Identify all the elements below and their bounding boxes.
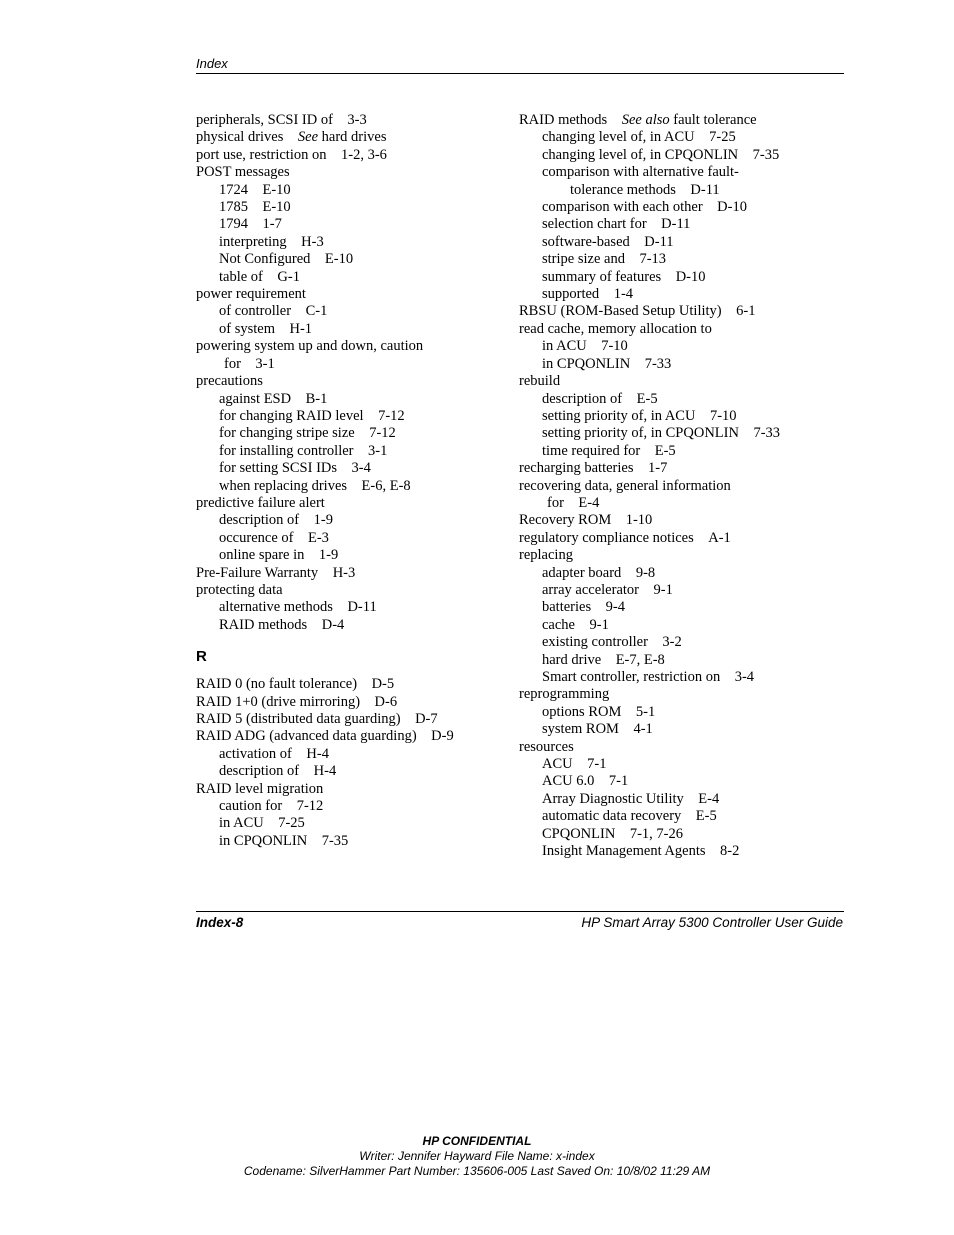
index-term: powering system up and down, caution bbox=[196, 338, 424, 355]
index-column-left bbox=[196, 112, 496, 850]
index-entry bbox=[519, 547, 844, 564]
index-term: recharging batteries bbox=[519, 460, 634, 477]
index-term: protecting data bbox=[196, 581, 283, 598]
index-term: RAID methods bbox=[219, 616, 308, 633]
index-term: Recovery ROM bbox=[519, 512, 612, 529]
index-term: setting priority of, in CPQONLIN bbox=[542, 425, 739, 442]
index-term: options ROM bbox=[542, 703, 622, 720]
page-reference: 7-35 bbox=[752, 146, 780, 163]
index-term: for changing RAID level bbox=[219, 407, 364, 424]
index-entry bbox=[519, 669, 844, 686]
index-term: cache bbox=[542, 616, 575, 633]
index-entry bbox=[196, 495, 496, 512]
index-entry bbox=[519, 356, 844, 373]
index-entry bbox=[519, 652, 844, 669]
index-entry bbox=[196, 815, 496, 832]
page-reference: D-11 bbox=[661, 216, 691, 233]
page-reference: D-10 bbox=[717, 199, 747, 216]
page-reference: 1-10 bbox=[625, 512, 653, 529]
page-reference: G-1 bbox=[277, 268, 300, 285]
index-entry bbox=[519, 321, 844, 338]
index-term: existing controller bbox=[542, 634, 648, 651]
index-term: RAID methods bbox=[519, 112, 608, 128]
index-term: setting priority of, in ACU bbox=[542, 407, 696, 424]
index-entry bbox=[519, 129, 844, 146]
index-term: adapter board bbox=[542, 564, 622, 581]
index-term: description of bbox=[542, 390, 623, 407]
index-term: predictive failure alert bbox=[196, 494, 325, 511]
page-reference: 3-4 bbox=[351, 460, 371, 477]
index-term: physical drives bbox=[196, 129, 284, 146]
index-entry bbox=[519, 582, 844, 599]
page-reference: 9-1 bbox=[589, 616, 609, 633]
index-term: ACU 6.0 bbox=[542, 773, 595, 790]
index-term: caution for bbox=[219, 798, 283, 815]
index-entry bbox=[519, 791, 844, 808]
index-entry bbox=[196, 129, 496, 146]
page-reference: D-9 bbox=[431, 728, 454, 745]
index-entry bbox=[519, 686, 844, 703]
header-rule bbox=[196, 73, 844, 74]
index-entry bbox=[519, 460, 844, 477]
running-header: Index bbox=[196, 56, 228, 71]
index-term: replacing bbox=[519, 547, 573, 564]
index-entry bbox=[196, 746, 496, 763]
index-term: ACU bbox=[542, 756, 573, 773]
index-term: in ACU bbox=[542, 338, 587, 355]
index-entry bbox=[196, 408, 496, 425]
index-term: comparison with each other bbox=[542, 199, 703, 216]
page-reference: 3-4 bbox=[734, 669, 755, 685]
see-reference: See bbox=[297, 129, 319, 146]
index-entry bbox=[196, 303, 496, 320]
index-term: comparison with alternative fault- bbox=[542, 164, 739, 181]
page-reference: E-10 bbox=[262, 181, 291, 198]
page-reference: 3-1 bbox=[368, 442, 388, 459]
index-entry bbox=[519, 164, 844, 181]
page-reference: 9-1 bbox=[653, 581, 673, 598]
index-term: RAID 5 (distributed data guarding) bbox=[196, 711, 401, 727]
index-entry bbox=[196, 112, 496, 129]
index-entry bbox=[519, 303, 844, 320]
page-reference: E-4 bbox=[578, 494, 600, 511]
index-entry bbox=[519, 512, 844, 529]
index-term: batteries bbox=[542, 599, 592, 616]
index-term: when replacing drives bbox=[219, 477, 348, 494]
index-entry bbox=[519, 234, 844, 251]
index-term: in ACU bbox=[219, 815, 264, 832]
index-entry bbox=[196, 478, 496, 495]
index-term: RAID ADG (advanced data guarding) bbox=[196, 728, 417, 745]
page-reference: D-11 bbox=[644, 233, 674, 250]
index-entry bbox=[519, 391, 844, 408]
index-entry bbox=[519, 425, 844, 442]
index-term: array accelerator bbox=[542, 581, 639, 598]
index-entry bbox=[196, 234, 496, 251]
index-term: for changing stripe size bbox=[219, 425, 355, 442]
index-term: precautions bbox=[196, 373, 263, 390]
index-entry bbox=[519, 286, 844, 303]
index-entry bbox=[519, 199, 844, 216]
index-entry bbox=[196, 530, 496, 547]
index-term: description of bbox=[219, 763, 300, 780]
index-term: tolerance methods bbox=[570, 181, 676, 198]
index-term: table of bbox=[219, 268, 263, 285]
page-reference: D-4 bbox=[321, 616, 345, 633]
index-term: recovering data, general information bbox=[519, 477, 731, 494]
index-term: online spare in bbox=[219, 547, 305, 564]
page-reference: A-1 bbox=[708, 529, 731, 546]
index-entry bbox=[519, 112, 844, 129]
guide-title: HP Smart Array 5300 Controller User Guide bbox=[581, 915, 843, 930]
index-entries-r-cont bbox=[519, 112, 844, 860]
page-reference: 7-13 bbox=[639, 251, 667, 268]
index-entry bbox=[519, 773, 844, 790]
index-term: for installing controller bbox=[219, 442, 354, 459]
index-term: against ESD bbox=[219, 390, 292, 407]
index-entry bbox=[519, 721, 844, 738]
index-entry bbox=[196, 269, 496, 286]
index-term: of controller bbox=[219, 303, 292, 320]
index-entries-r-start bbox=[196, 676, 496, 850]
index-term: Pre-Failure Warranty bbox=[196, 564, 319, 581]
index-entry bbox=[519, 634, 844, 651]
index-entry bbox=[519, 565, 844, 582]
page-reference: 1-2, 3-6 bbox=[340, 146, 387, 163]
index-entry bbox=[196, 798, 496, 815]
page-reference: D-10 bbox=[675, 268, 706, 285]
page-reference: H-4 bbox=[306, 745, 329, 762]
see-reference: See also bbox=[621, 112, 670, 128]
page-reference: 1-9 bbox=[313, 512, 333, 529]
index-entry bbox=[519, 599, 844, 616]
page-reference: 7-12 bbox=[296, 798, 324, 815]
index-term: Smart controller, restriction on bbox=[542, 669, 721, 685]
page-reference: 7-10 bbox=[601, 338, 628, 355]
page-reference: E-4 bbox=[698, 790, 720, 807]
page-reference: H-1 bbox=[289, 320, 313, 337]
page-reference: hard drives bbox=[321, 129, 387, 146]
index-term: for bbox=[547, 494, 564, 511]
index-entry bbox=[196, 391, 496, 408]
page-reference: 9-8 bbox=[635, 564, 656, 581]
index-entry bbox=[196, 711, 496, 728]
page-reference: 7-10 bbox=[709, 407, 737, 424]
confidential-notice bbox=[0, 1134, 954, 1179]
index-term: description of bbox=[219, 512, 300, 529]
index-term: software-based bbox=[542, 233, 630, 250]
letter-heading-r: R bbox=[196, 648, 207, 666]
index-term: rebuild bbox=[519, 373, 561, 390]
writer-info: Writer: Jennifer Hayward File Name: x-index bbox=[359, 1149, 595, 1163]
page-reference: C-1 bbox=[305, 303, 328, 320]
index-term: stripe size and bbox=[542, 251, 625, 268]
page-reference: E-7, E-8 bbox=[615, 651, 665, 668]
index-entry bbox=[519, 843, 844, 860]
index-entry bbox=[519, 443, 844, 460]
page-reference: 3-2 bbox=[662, 634, 682, 651]
index-entry bbox=[196, 547, 496, 564]
page-reference: 1-4 bbox=[613, 286, 634, 303]
index-entry bbox=[519, 756, 844, 773]
index-entry bbox=[196, 763, 496, 780]
index-entry bbox=[519, 739, 844, 756]
page-reference: H-3 bbox=[301, 233, 324, 250]
index-entry bbox=[519, 182, 844, 199]
index-term: 1794 bbox=[219, 216, 248, 233]
index-column-right bbox=[519, 112, 844, 860]
index-entry bbox=[519, 704, 844, 721]
index-term: reprogramming bbox=[519, 686, 610, 703]
page-reference: 3-3 bbox=[347, 112, 367, 128]
page-reference: 9-4 bbox=[605, 599, 625, 616]
page-reference: 3-1 bbox=[255, 355, 275, 372]
index-entry bbox=[196, 460, 496, 477]
index-entry bbox=[519, 495, 844, 512]
index-entry bbox=[519, 530, 844, 547]
index-entry bbox=[196, 425, 496, 442]
index-term: system ROM bbox=[542, 721, 619, 738]
page-reference: B-1 bbox=[305, 390, 328, 407]
page-reference: D-5 bbox=[371, 676, 395, 693]
index-term: in CPQONLIN bbox=[542, 355, 631, 372]
index-entry bbox=[519, 338, 844, 355]
index-term: activation of bbox=[219, 745, 292, 762]
index-entry bbox=[519, 617, 844, 634]
page-reference: E-6, E-8 bbox=[361, 477, 411, 494]
index-term: in CPQONLIN bbox=[219, 832, 308, 849]
page-reference: 4-1 bbox=[633, 721, 653, 738]
page-reference: 8-2 bbox=[720, 843, 740, 860]
index-term: power requirement bbox=[196, 286, 306, 303]
index-term: 1785 bbox=[219, 199, 248, 216]
page-reference: D-11 bbox=[690, 181, 720, 198]
index-entry bbox=[196, 356, 496, 373]
page-reference: 7-1, 7-26 bbox=[629, 825, 683, 842]
index-entry bbox=[196, 565, 496, 582]
footer-rule bbox=[196, 911, 844, 912]
page-reference: 7-1 bbox=[587, 756, 607, 773]
index-entry bbox=[519, 269, 844, 286]
index-entry bbox=[519, 147, 844, 164]
index-entry bbox=[196, 373, 496, 390]
index-entry bbox=[196, 164, 496, 181]
page-reference: 7-1 bbox=[608, 773, 629, 790]
page-reference: E-3 bbox=[307, 529, 329, 546]
index-term: RAID 0 (no fault tolerance) bbox=[196, 676, 358, 693]
index-term: Insight Management Agents bbox=[542, 843, 706, 860]
page-reference: E-10 bbox=[262, 199, 291, 216]
index-term: for bbox=[224, 355, 241, 372]
index-entry bbox=[196, 599, 496, 616]
index-entry bbox=[196, 147, 496, 164]
page-reference: 7-25 bbox=[709, 129, 736, 146]
index-entry bbox=[196, 286, 496, 303]
index-term: supported bbox=[542, 286, 600, 303]
index-entry bbox=[196, 216, 496, 233]
index-term: selection chart for bbox=[542, 216, 647, 233]
index-entry bbox=[196, 443, 496, 460]
index-entry bbox=[196, 321, 496, 338]
index-term: POST messages bbox=[196, 164, 290, 181]
page-reference: E-10 bbox=[324, 251, 354, 268]
page-reference: 7-33 bbox=[644, 355, 672, 372]
index-term: 1724 bbox=[219, 181, 248, 198]
index-entry bbox=[519, 478, 844, 495]
index-term: peripherals, SCSI ID of bbox=[196, 112, 333, 128]
index-term: summary of features bbox=[542, 268, 662, 285]
index-entry bbox=[519, 216, 844, 233]
index-entry bbox=[196, 199, 496, 216]
page-reference: D-7 bbox=[415, 711, 438, 727]
page-reference: D-11 bbox=[347, 599, 377, 616]
index-entry bbox=[196, 338, 496, 355]
index-term: hard drive bbox=[542, 651, 602, 668]
index-term: RBSU (ROM-Based Setup Utility) bbox=[519, 303, 722, 320]
page-reference: H-3 bbox=[332, 564, 356, 581]
index-term: resources bbox=[519, 738, 574, 755]
index-entry bbox=[196, 781, 496, 798]
index-entry bbox=[196, 182, 496, 199]
index-entry bbox=[196, 251, 496, 268]
index-entries-p bbox=[196, 112, 496, 634]
index-entry bbox=[196, 833, 496, 850]
index-term: port use, restriction on bbox=[196, 146, 327, 163]
page-reference: 7-12 bbox=[378, 407, 405, 424]
part-info: Codename: SilverHammer Part Number: 135606-005 Last Saved On: 10/8/02 11:29 AM bbox=[243, 1164, 711, 1178]
index-term: Array Diagnostic Utility bbox=[542, 790, 684, 807]
index-entry bbox=[196, 694, 496, 711]
page-reference: 7-33 bbox=[753, 425, 781, 442]
index-entry bbox=[519, 808, 844, 825]
index-entry bbox=[519, 408, 844, 425]
index-term: RAID 1+0 (drive mirroring) bbox=[196, 693, 361, 710]
page-reference: 6-1 bbox=[736, 303, 756, 320]
page-reference: 7-25 bbox=[278, 815, 305, 832]
index-entry bbox=[196, 582, 496, 599]
index-term: Not Configured bbox=[219, 251, 311, 268]
page-reference: 5-1 bbox=[635, 703, 656, 720]
index-entry bbox=[519, 826, 844, 843]
index-term: interpreting bbox=[219, 233, 287, 250]
page-reference: E-5 bbox=[695, 808, 717, 825]
index-entry bbox=[196, 728, 496, 745]
index-term: time required for bbox=[542, 442, 641, 459]
page-reference: H-4 bbox=[313, 763, 337, 780]
index-term: changing level of, in CPQONLIN bbox=[542, 146, 739, 163]
index-term: regulatory compliance notices bbox=[519, 529, 694, 546]
page-reference: 1-7 bbox=[647, 460, 668, 477]
page-reference: E-5 bbox=[654, 442, 676, 459]
index-term: of system bbox=[219, 320, 275, 337]
index-term: CPQONLIN bbox=[542, 825, 616, 842]
index-term: RAID level migration bbox=[196, 780, 324, 797]
page-reference: D-6 bbox=[374, 693, 398, 710]
index-entry bbox=[519, 251, 844, 268]
index-entry bbox=[196, 512, 496, 529]
page-reference: 7-35 bbox=[321, 832, 349, 849]
index-term: alternative methods bbox=[219, 599, 333, 616]
index-term: for setting SCSI IDs bbox=[219, 460, 338, 477]
page-number: Index-8 bbox=[196, 915, 244, 930]
index-term: occurence of bbox=[219, 529, 294, 546]
page-reference: fault tolerance bbox=[673, 112, 757, 128]
page-reference: 7-12 bbox=[369, 425, 396, 442]
page-reference: 1-9 bbox=[318, 547, 339, 564]
page-reference: E-5 bbox=[636, 390, 658, 407]
index-entry bbox=[196, 617, 496, 634]
page-reference: 1-7 bbox=[262, 216, 282, 233]
index-term: automatic data recovery bbox=[542, 808, 682, 825]
index-term: changing level of, in ACU bbox=[542, 129, 695, 146]
index-term: read cache, memory allocation to bbox=[519, 320, 712, 337]
confidential-label: HP CONFIDENTIAL bbox=[422, 1134, 532, 1148]
index-entry bbox=[519, 373, 844, 390]
index-entry bbox=[196, 676, 496, 693]
